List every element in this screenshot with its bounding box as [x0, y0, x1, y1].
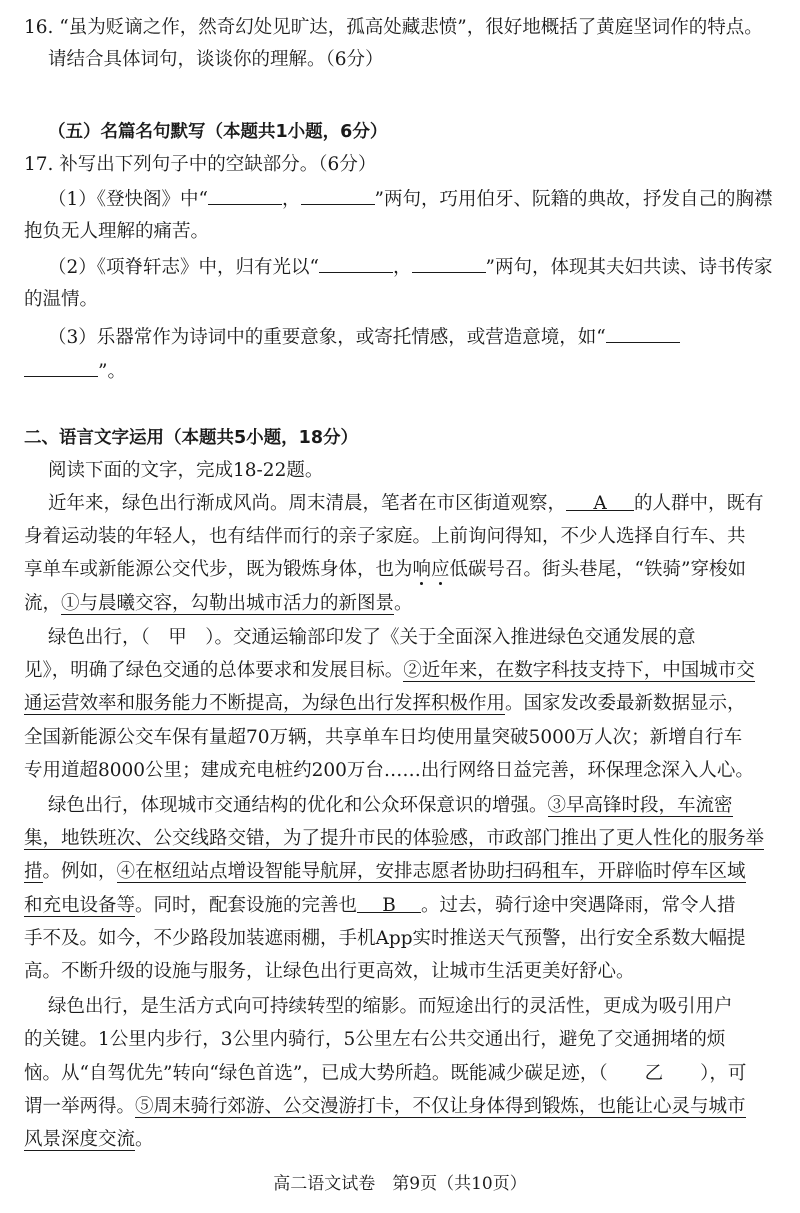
underlined-sentence-5: ⑤周末骑行郊游、公交漫游打卡，不仅让身体得到锻炼，也能让心灵与城市: [135, 1096, 746, 1117]
answer-blank: [319, 252, 393, 273]
p3-line-3: [24, 858, 780, 886]
p3-line-5: 手不及。如今，不少路段加装遮雨棚，手机App实时推送天气预警，出行安全系数大幅提: [24, 928, 746, 949]
blank-a: A: [566, 490, 634, 511]
text-run: 见》，明确了绿色交通的总体要求和发展目标。: [24, 660, 404, 681]
underlined-sentence-4-cont: 和充电设备等: [24, 895, 136, 916]
underlined-sentence-1: ①与晨曦交容，勾勒出城市活力的新图景: [61, 593, 395, 614]
p1-line-4: [24, 590, 780, 618]
text-run: 近年来，绿色出行渐成风尚。周末清晨，笔者在市区街道观察，: [48, 493, 567, 514]
q17-item2-a: （2）《项脊轩志》中，归有光以“: [48, 257, 319, 278]
q17-item-2-cont: 的温情。: [24, 289, 99, 310]
p4-line-2: 的关键。1公里内步行，3公里内骑行，5公里左右公共交通出行，避免了交通拥堵的烦: [24, 1029, 726, 1050]
p1-line-1: [48, 490, 780, 518]
text-run: 。例如，: [42, 861, 117, 882]
text-run: 。: [394, 593, 413, 614]
answer-blank: [606, 322, 680, 343]
text-run: 。过去，骑行途中突遇降雨，常令人措: [421, 895, 736, 916]
underlined-sentence-3: ③早高锋时段，车流密: [547, 795, 733, 816]
text-run: 谓一举两得。: [24, 1096, 136, 1117]
p3-line-6: 高。不断升级的设施与服务，让绿色出行更高效，让城市生活更美好舒心。: [24, 961, 635, 982]
p2-line-4: 全国新能源公交车保有量超70万辆，共享单车日均使用量突破5000万人次；新增自行车: [24, 727, 743, 748]
answer-blank: [301, 184, 375, 205]
q17-item3-b: ”。: [98, 361, 126, 382]
section2-title: 二、语言文字运用（本题共5小题，18分）: [24, 428, 359, 448]
underlined-sentence-2: ②近年来，在数字科技支持下，中国城市交: [403, 660, 755, 681]
underlined-sentence-2-cont: 通运营效率和服务能力不断提高，为绿色出行发挥积极作用: [24, 693, 506, 714]
text-run: 的人群中，既有: [634, 493, 764, 514]
emphasis-dot-char: 应: [431, 559, 450, 580]
underlined-sentence-4: ④在枢纽站点增设智能导航屏，安排志愿者协助扫码租车，开辟临时停车区域: [116, 861, 746, 882]
answer-blank: [412, 252, 486, 273]
text-run: 绿色出行，体现城市交通结构的优化和公众环保意识的增强。: [48, 795, 548, 816]
p4-line-5: [24, 1126, 780, 1154]
q16-line-1: 16. “虽为贬谪之作，然奇幻处见旷达，孤高处藏悲愤”，很好地概括了黄庭坚词作的特点。: [24, 17, 763, 38]
q17-item-3: [48, 322, 780, 352]
p3-line-1: [48, 792, 780, 820]
text-run: 流，: [24, 593, 62, 614]
q17-item1-a: （1）《登快阁》中“: [48, 189, 208, 210]
blank-b: B: [357, 892, 421, 913]
q17-stem: 17. 补写出下列句子中的空缺部分。（6分）: [24, 154, 377, 175]
q17-item1-b: ”两句，巧用伯牙、阮籍的典故，抒发自己的胸襟: [374, 189, 773, 210]
emphasis-dot-char: 响: [412, 559, 432, 580]
reading-intro: 阅读下面的文字，完成18-22题。: [48, 460, 324, 481]
q17-item1-sep: ，: [281, 189, 301, 210]
answer-blank: [24, 356, 98, 377]
q17-item-2: [48, 252, 780, 282]
q16-line-2: 请结合具体词句，谈谈你的理解。（6分）: [48, 49, 384, 70]
p4-line-3: 恼。从“自驾优先”转向“绿色首选”，已成大势所趋。既能减少碳足迹，（ 乙 ），可: [24, 1063, 747, 1084]
q17-item3-a: （3）乐器常作为诗词中的重要意象，或寄托情感，或营造意境，如“: [48, 327, 606, 348]
q17-item2-b: ”两句，体现其夫妇共读、诗书传家: [485, 257, 773, 278]
page-footer: 高二语文试卷 第9页（共10页）: [273, 1174, 527, 1194]
section5-title: （五）名篇名句默写（本题共1小题，6分）: [48, 122, 388, 142]
p4-line-1: 绿色出行，是生活方式向可持续转型的缩影。而短途出行的灵活性，更成为吸引用户: [48, 996, 733, 1017]
p3-line-4: [24, 892, 780, 920]
p3-line-2: [24, 825, 780, 853]
text-run: 享单车或新能源公交代步，既为锻炼身体，也为: [24, 559, 413, 580]
p4-line-4: [24, 1093, 780, 1121]
text-run: 。同时，配套设施的完善也: [135, 895, 358, 916]
text-run: 。国家发改委最新数据显示，: [505, 693, 746, 714]
p2-line-2: [24, 657, 780, 685]
text-run: 低碳号召。街头巷尾，“铁骑”穿梭如: [449, 559, 746, 580]
underlined-sentence-5-cont: 风景深度交流: [24, 1129, 136, 1150]
p1-line-2: 身着运动装的年轻人，也有结伴而行的亲子家庭。上前询问得知，不少人选择自行车、共: [24, 526, 746, 547]
underlined-sentence-3-end: 措: [24, 861, 43, 882]
q17-item-3-cont: [24, 356, 780, 386]
p2-line-3: [24, 690, 780, 718]
q17-item-1: [48, 184, 780, 214]
p2-line-5: 专用道超8000公里；建成充电桩约200万台……出行网络日益完善，环保理念深入人心。: [24, 760, 754, 781]
underlined-sentence-3-cont: 集，地铁班次、公交线路交错，为了提升市民的体验感，市政部门推出了更人性化的服务举: [24, 828, 765, 849]
text-run: 。: [135, 1129, 154, 1150]
answer-blank: [208, 184, 282, 205]
q17-item-1-cont: 抱负无人理解的痛苦。: [24, 221, 210, 242]
p1-line-3: [24, 556, 780, 584]
q17-item2-sep: ，: [392, 257, 412, 278]
p2-line-1: 绿色出行，（ 甲 ）。交通运输部印发了《关于全面深入推进绿色交通发展的意: [48, 627, 696, 648]
